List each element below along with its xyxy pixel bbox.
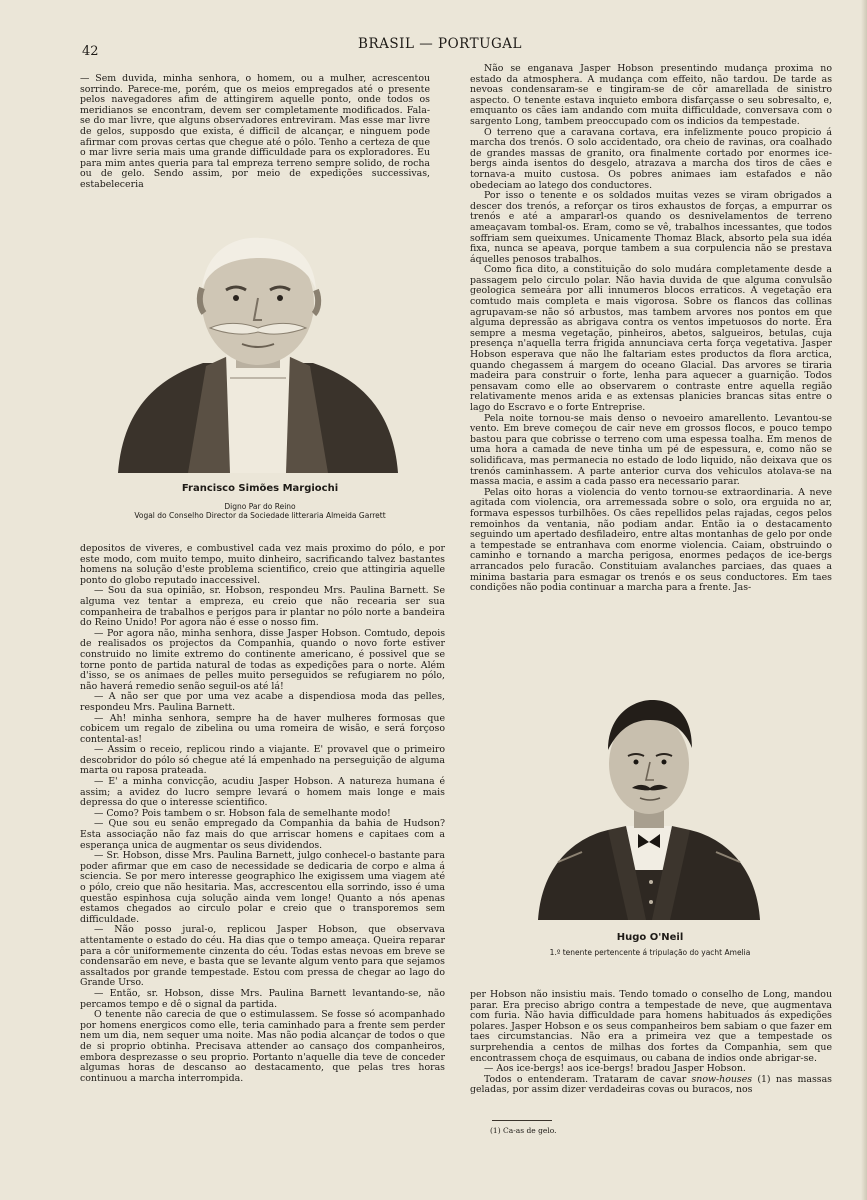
portrait-1-title-line: Digno Par do Reino: [224, 502, 296, 511]
paragraph: — Então, sr. Hobson, disse Mrs. Paulina Barnett levantando-se, não percamos tempo e dê o signal da partida.: [80, 987, 445, 1010]
portrait-oneil-engraving: [538, 692, 760, 920]
paragraph: O tenente não carecia de que o estimulassem. Se fosse só acompanhado por homens energicos como elle, teria caminhado para a frente sem perder nem um dia, nem sequer uma noite. Mas não podia alcançar de todos o que de si proprio obtinha. Precisava attender ao cansaço dos companheiros, embora desprezasse o seu proprio. Portanto n'aquelle dia teve de conceder algumas horas de descanso ao destacamento, que pelas tres horas continuou a marcha interrompida.: [80, 1009, 445, 1084]
paragraph: depositos de viveres, e combustivel cada vez mais proximo do pólo, e por este modo, com muito tempo, muito dinheiro, sacrificando talvez bastantes homens na solução d'este problema scientifico, creio que attingiria aquelle ponto do globo reputado inaccessivel.: [80, 543, 445, 586]
paragraph: — E' a minha convicção, acudiu Jasper Hobson. A natureza humana é assim; a avidez do lucro sempre levará o homem mais longe e mais depressa do que o interesse scientifico.: [80, 776, 445, 809]
paragraph: Por isso o tenente e os soldados muitas vezes se viram obrigados a descer dos trenós, a reforçar os tiros exhaustos de forças, a empurrar os trenós e até a ampararl-os quando os desnivelamentos de terreno ameaçavam tombal-os. Eram, como se vê, trabalhos incessantes, que todos soffriam sem queixumes. Unicamente Thomaz Black, absorto pela sua idéa fixa, nunca se apeava, porque tambem a sua corpulencia não se prestava áquelles penosos trabalhos.: [470, 190, 832, 265]
paragraph: Como fica dito, a constituição do solo mudára completamente desde a passagem pelo circulo polar. Não havia duvida de que alguma convulsão geologica semeára por alli innumeros blocos erraticos. A vegetação era comtudo mais completa e mais vigorosa. Sobre os flancos das collinas agrupavam-se não só arbustos, mas tambem arvores nos pontos em que alguma depressão as abrigava contra os ventos impetuosos do norte. Era sempre a mesma vegetação, pinheiros, abetos, salgueiros, betulas, cuja presença n'aquella terra frigida annunciava certa força vegetativa. Jasper Hobson esperava que não lhe faltariam estes productos da flora arctica, quando chegassem á margem do oceano Glacial. Das arvores se tiraria madeira para construir o forte, lenha para aquecer a guarnição. Todos pensavam como elle ao observarem o contraste entre aquella região relativamente menos arida e as extensas planicies brancas sitas entre o lago do Escravo e o forte Entreprise.: [470, 264, 832, 413]
paragraph: — Não posso jural-o, replicou Jasper Hobson, que observava attentamente o estado do céu. Ha dias que o tempo ameaça. Queira reparar para a côr uniformemente cinzenta do céu. Todas estas nevoas em breve se condensarão em neve, e basta que se levante algum vento para que sejamos assaltados por grande tempestade. Estou com pressa de chegar ao lago do Grande Urso.: [80, 924, 445, 989]
paragraph: — Ah! minha senhora, sempre ha de haver mulheres formosas que cobicem um regalo de zibelina ou uma romeira de wisão, e será forçoso contental-as!: [80, 712, 445, 745]
left-column-bottom: [80, 544, 445, 1084]
paragraph: — Sem duvida, minha senhora, o homem, ou a mulher, acrescentou sorrindo. Parece-me, porém, que os meios empregados até o presente pelos navegadores afim de attingirem aquelle ponto, onde todos os meridianos se encontram, devem ser completamente modificados. Fala-se do mar livre, que alguns observadores entreviram. Mas esse mar livre de gelos, supposdo que exista, é difficil de alcançar, e ninguem pode afirmar com provas certas que chegue até o pólo. Tenho a certeza de que o mar livre seria mais uma grande difficuldade para os exploradores. Eu para mim antes queria para tal empreza terreno sempre solido, de rocha ou de gelo. Sendo assim, por meio de expedições successivas, estabeleceria: [80, 73, 430, 190]
scan-edge: [861, 0, 867, 1200]
portrait-margiochi-engraving: [118, 228, 398, 473]
right-column-bottom: [470, 990, 832, 1096]
paragraph: — Que sou eu senão empregado da Companhia da bahia de Hudson? Esta associação não faz mais do que arriscar homens e capitaes com a esperança unica de augmentar os seus dividendos.: [80, 818, 445, 851]
footnote-divider: [492, 1120, 552, 1121]
paragraph: per Hobson não insistiu mais. Tendo tomado o conselho de Long, mandou parar. Era preciso abrigo contra a tempestade de neve, que augmentava com furia. Não havia difficuldade para homens habituados ás expedições polares. Jasper Hobson e os seus companheiros bem sabiam o que fazer em taes circumstancias. Não era a primeira vez que a tempestade os surprehendia a centos de milhas dos fortes da Companhia, sem que encontrassem choça de esquimaus, ou cabana de indios onde abrigar-se.: [470, 989, 832, 1064]
portrait-2-name: Hugo O'Neil: [616, 932, 684, 943]
paragraph: — Sr. Hobson, disse Mrs. Paulina Barnett, julgo conhecel-o bastante para poder afirmar que em caso de necessidade se dedicaria de corpo e alma á sciencia. Se por mero interesse geographico lhe exigissem uma viagem até o pólo, creio que não hesitaria. Mas, accrescentou ella sorrindo, isso é uma questão espinhosa cuja solução ainda vem longe! Quanto a nós apenas estamos chegados ao circulo polar e creio que o transporemos sem difficuldade.: [80, 850, 445, 925]
paragraph: — Sou da sua opinião, sr. Hobson, respondeu Mrs. Paulina Barnett. Se alguma vez tentar a empreza, eu creio que não recearia ser sua companheira de trabalhos e perigos para ir plantar no pólo norte a bandeira do Reino Unido! Por agora não é esse o nosso fim.: [80, 585, 445, 629]
paragraph: O terreno que a caravana cortava, era infelizmente pouco propicio á marcha dos trenós. O solo accidentado, ora cheio de ravinas, ora coalhado de grandes massas de granito, ora finalmente cortado por enormes ice-bergs ainda isentos do desgelo, atrazava a marcha dos tiros de cães e tornava-a muito custosa. Os pobres animaes iam estafados e não obedeciam ao latego dos conductores.: [470, 126, 832, 191]
paragraph: Pelas oito horas a violencia do vento tornou-se extraordinaria. A neve agitada com violencia, ora arremessada sobre o solo, ora erguida no ar, formava espessos turbilhões. Os cães repellidos pelas rajadas, cegos pelos remoinhos da ventania, não podiam andar. Então ia o destacamento seguindo um apertado desfiladeiro, entre altas montanhas de gelo por onde a tempestade se entranhava com enorme violencia. Caiam, obstruindo o caminho e tornando a marcha perigosa, enormes pedaços de ice-bergs arrancados pelo furacão. Constituiam avalanches parciaes, das quaes a minima bastaria para esmagar os trenós e os seus conductores. Em taes condições não podia continuar a marcha para a frente. Jas-: [470, 486, 832, 594]
paragraph: — Aos ice-bergs! aos ice-bergs! bradou Jasper Hobson.: [484, 1063, 746, 1075]
left-column-top: [80, 74, 430, 191]
paragraph: Não se enganava Jasper Hobson presentindo mudança proxima no estado da atmosphera. A mudança com effeito, não tardou. De tarde as nevoas condensaram-se e tingiram-se de côr amarellada de sinistro aspecto. O tenente estava inquieto embora disfarçasse o seu sobresalto, e, emquanto os cães iam andando com muita difficuldade, conversava com o sargento Long, tambem preoccupado com os indicios da tempestade.: [470, 63, 832, 127]
paragraph: — Por agora não, minha senhora, disse Jasper Hobson. Comtudo, depois de realisados os projectos da Companhia, quando o novo forte estiver construido no limite extremo do continente americano, é possivel que se torne ponto de partida natural de todas as expedições para o norte. Além d'isso, se os animaes de pelles muito perseguidos se refugiarem no pólo, não haverá remedio senão seguil-os até lá!: [80, 627, 445, 692]
portrait-oneil: [538, 692, 760, 920]
portrait-1-caption: [110, 502, 410, 520]
text-run: Todos o entenderam. Trataram de cavar: [484, 1073, 687, 1085]
right-column-top: [470, 64, 832, 594]
portrait-1-role-line: Vogal do Conselho Director da Sociedade litteraria Almeida Garrett: [134, 511, 386, 520]
portrait-2-caption: 1.º tenente pertencente á tripulação do yacht Amelia: [549, 948, 751, 957]
paragraph: — Assim o receio, replicou rindo a viajante. E' provavel que o primeiro descobridor do pólo só chegue até lá empenhado na perseguição de alguma marta ou raposa prateada.: [80, 744, 445, 777]
page-number: 42: [82, 44, 99, 59]
paragraph: [470, 1075, 832, 1096]
paragraph: — A não ser que por uma vez acabe a dispendiosa moda das pelles, respondeu Mrs. Paulina Barnett.: [80, 691, 445, 713]
snow-houses-term: snow-houses: [691, 1073, 753, 1085]
paragraph: Pela noite tornou-se mais denso o nevoeiro amarellento. Levantou-se vento. Em breve começou de cair neve em grossos flocos, e pouco tempo bastou para que cobrisse o terreno com uma espessa toalha. Em menos de uma hora a camada de neve tinha um pé de espessura, e, como não se solidificava, mas permanecia no estado de lodo liquido, não deixava que os trenós caminhassem. A parte anterior curva dos vehiculos atolava-se na massa macia, e assim a cada passo era necessario parar.: [470, 412, 832, 488]
paragraph: — Como? Pois tambem o sr. Hobson fala de semelhante modo!: [94, 807, 391, 819]
running-head: BRASIL — PORTUGAL: [358, 36, 522, 52]
portrait-1-name: Francisco Simões Margiochi: [181, 483, 339, 494]
portrait-margiochi: [118, 228, 398, 473]
text-run: (1) nas massas geladas, por assim dizer verdadeiras covas ou buracos, nos: [470, 1073, 832, 1096]
footnote: (1) Ca-as de gelo.: [490, 1126, 557, 1135]
